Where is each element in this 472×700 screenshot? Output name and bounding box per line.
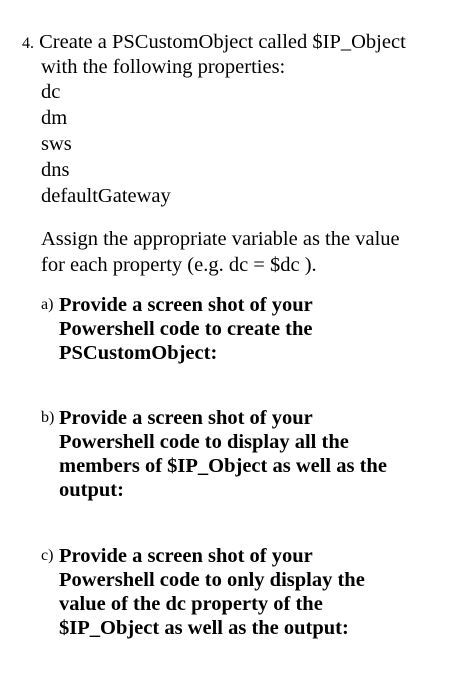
- property-list: [41, 79, 171, 209]
- part-b: [41, 406, 387, 502]
- question-line-2: with the following properties:: [41, 56, 286, 78]
- part-line: $IP_Object as well as the output:: [59, 617, 349, 639]
- part-line: Powershell code to create the: [59, 318, 313, 340]
- question-number: 4.: [22, 35, 34, 52]
- part-line: members of $IP_Object as well as the: [59, 455, 387, 477]
- part-text: [59, 406, 387, 502]
- property-item: dc: [41, 81, 61, 103]
- assign-line-1: Assign the appropriate variable as the value: [41, 228, 400, 250]
- property-item: defaultGateway: [41, 185, 171, 207]
- assign-instruction: [41, 226, 400, 278]
- part-letter: b): [41, 409, 55, 426]
- part-letter: a): [41, 296, 54, 313]
- part-line: Provide a screen shot of your: [59, 294, 313, 316]
- part-line: Provide a screen shot of your: [59, 545, 313, 567]
- part-line: output:: [59, 479, 124, 501]
- part-line: Provide a screen shot of your: [59, 407, 313, 429]
- assign-line-2: for each property (e.g. dc = $dc ).: [41, 254, 317, 276]
- part-letter: c): [41, 547, 54, 564]
- question-heading: [22, 30, 406, 56]
- part-c: [41, 544, 365, 640]
- property-item: dm: [41, 107, 68, 129]
- part-line: Powershell code to only display the: [59, 569, 365, 591]
- part-line: value of the dc property of the: [59, 593, 323, 615]
- property-item: sws: [41, 133, 72, 155]
- part-line: Powershell code to display all the: [59, 431, 349, 453]
- question-line-1: Create a PSCustomObject called $IP_Object: [39, 31, 406, 53]
- part-line: PSCustomObject:: [59, 342, 218, 364]
- part-text: [59, 544, 365, 640]
- property-item: dns: [41, 159, 70, 181]
- part-text: [59, 293, 313, 365]
- part-a: [41, 293, 313, 365]
